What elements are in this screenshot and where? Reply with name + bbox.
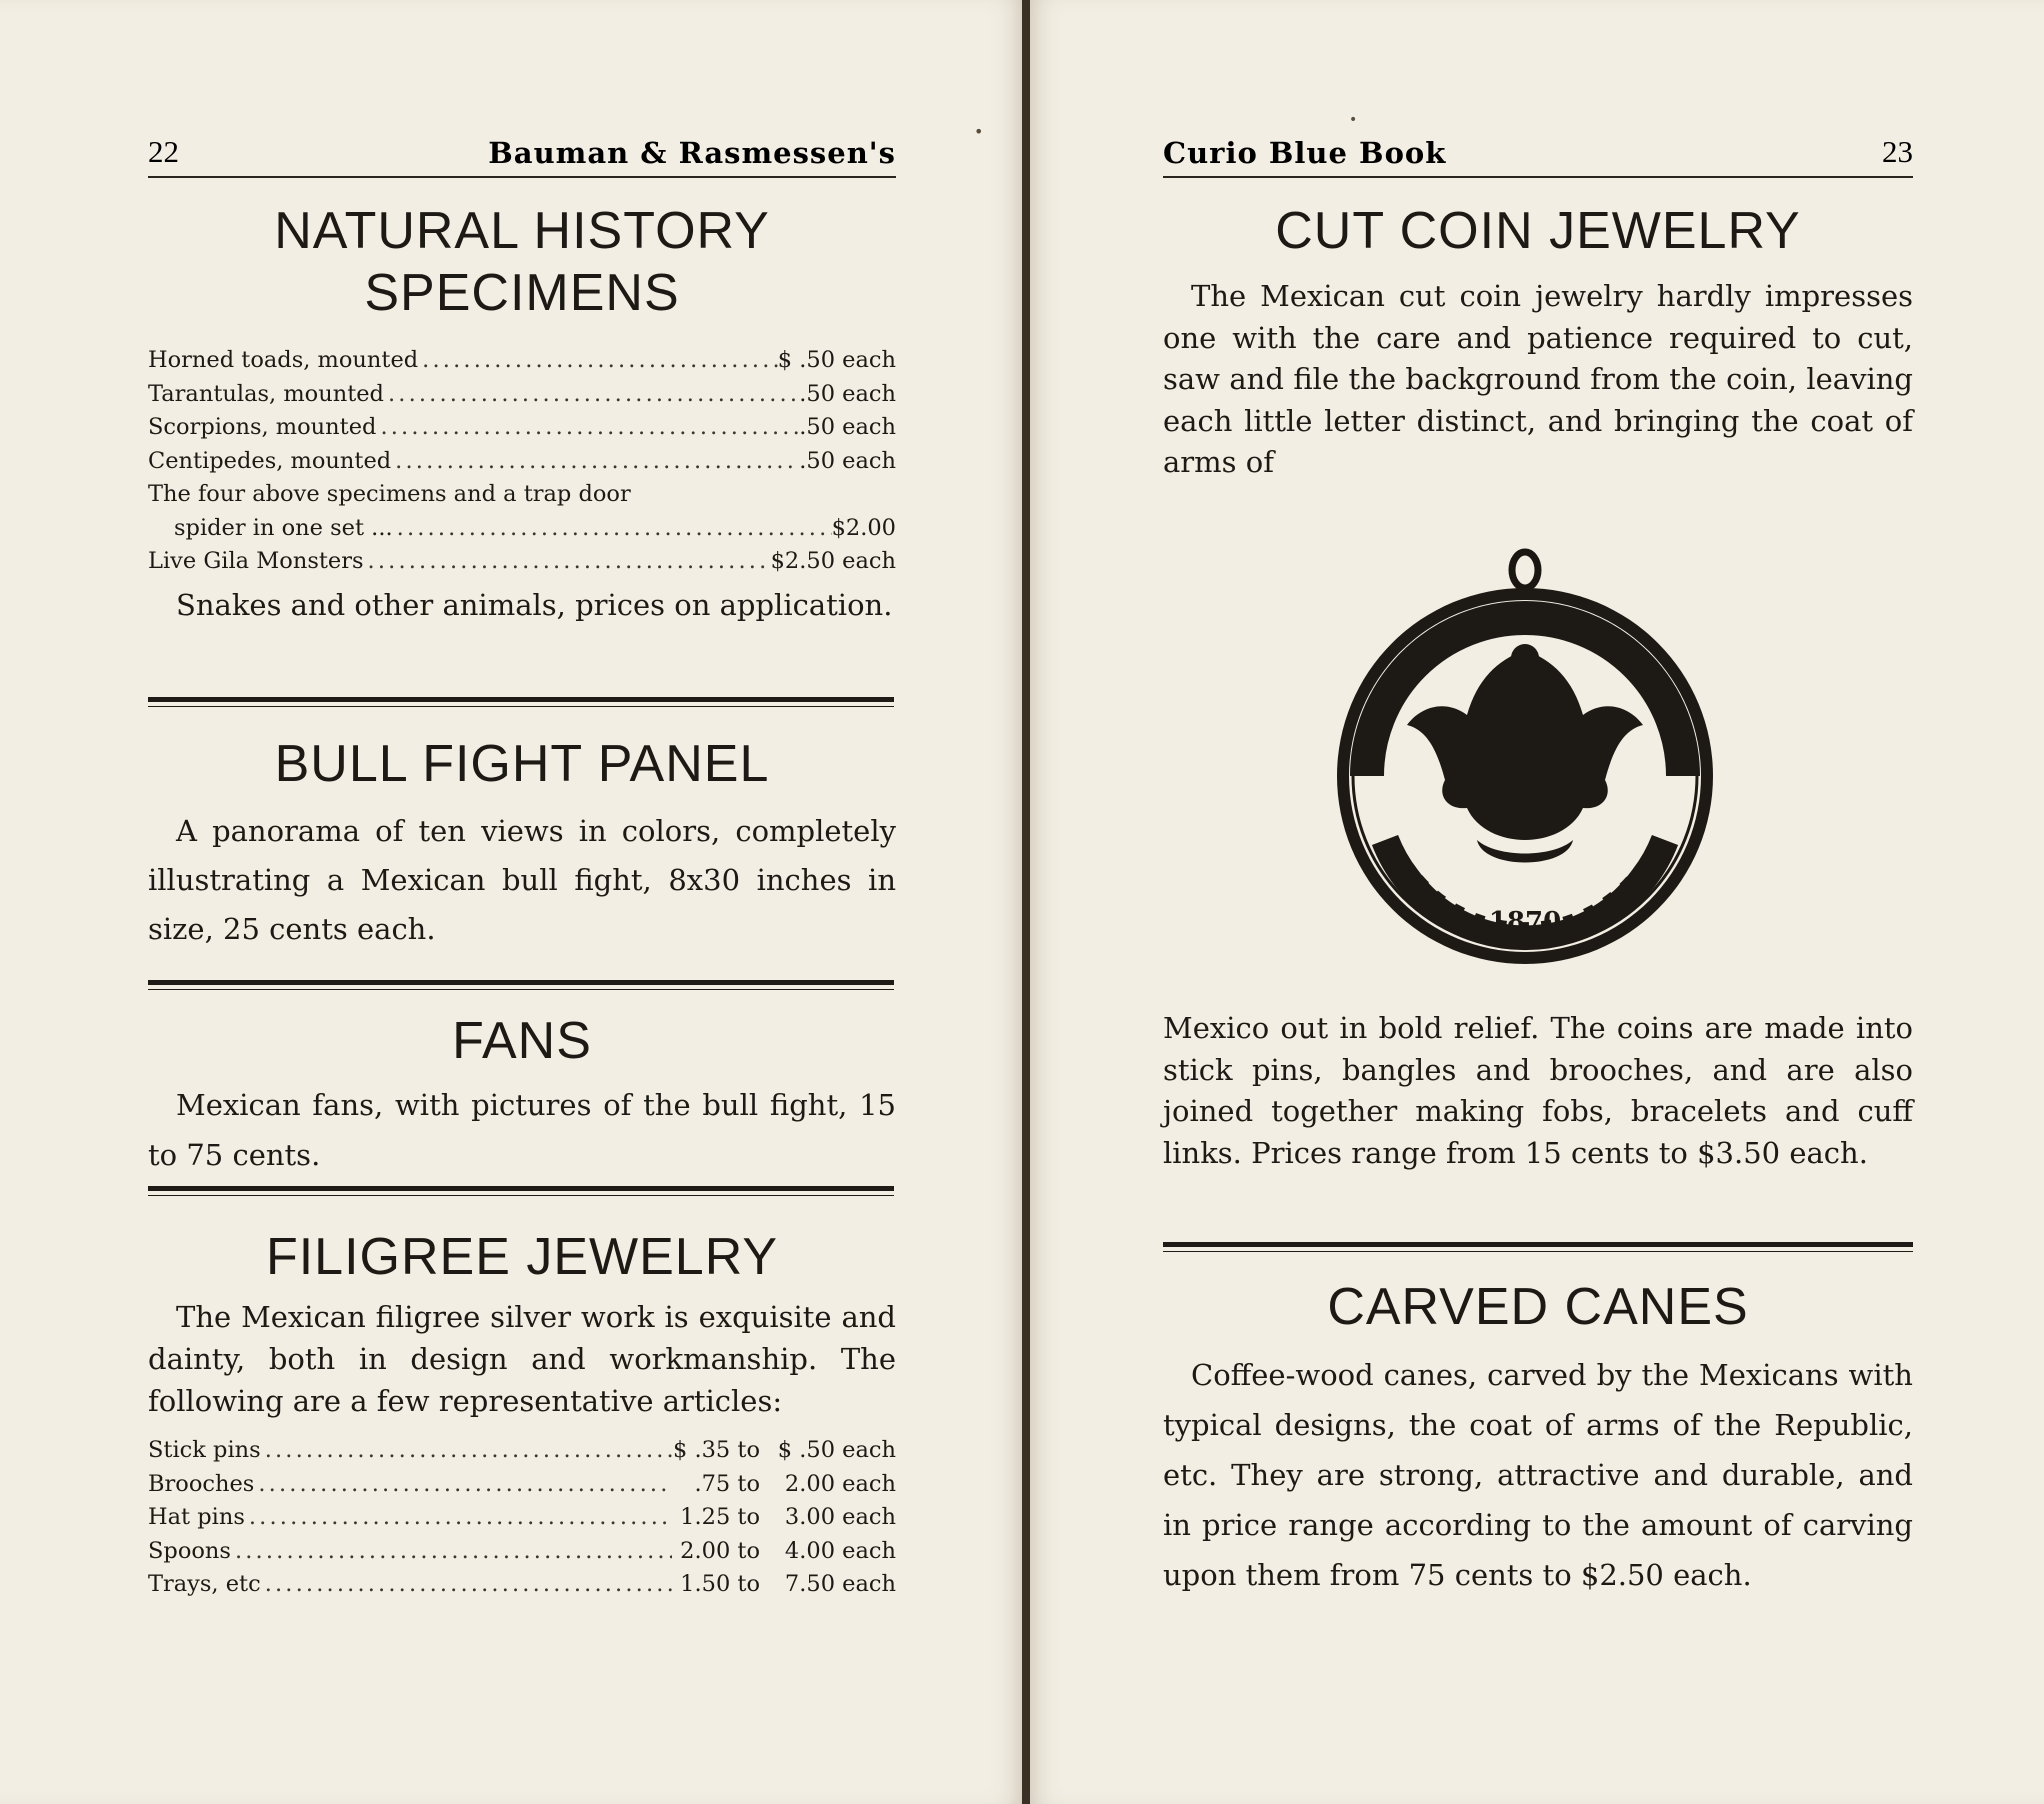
paper-speck: • (974, 122, 984, 141)
page-number: 22 (148, 134, 179, 169)
price-row: Trays, etc . . . 1.50 to 7.50 each (148, 1568, 896, 1602)
bull-fight-section (148, 733, 896, 954)
cut-coin-continued (1163, 1008, 1913, 1174)
price-row: Tarantulas, mounted . . . .50 each (148, 378, 896, 412)
price-row: Centipedes, mounted . . . .50 each (148, 445, 896, 479)
price-row: Hat pins . . . 1.25 to 3.00 each (148, 1501, 896, 1535)
coin-year: 1870 (1488, 907, 1562, 937)
cut-coin-pendant-icon (1327, 540, 1723, 972)
section-title: CUT COIN JEWELRY (1275, 202, 1801, 260)
section-note: Snakes and other animals, prices on application. (176, 587, 893, 622)
set-line: The four above specimens and a trap door (148, 481, 631, 507)
filigree-section (148, 1226, 896, 1602)
section-divider (148, 697, 894, 707)
paper-speck: • (1349, 112, 1358, 128)
price-row: Spoons . . . 2.00 to 4.00 each (148, 1535, 896, 1569)
price-row: Scorpions, mounted . . . .50 each (148, 411, 896, 445)
running-header-left (148, 130, 896, 178)
running-title: Bauman & Rasmessen's (488, 136, 896, 170)
price-row: Stick pins . . . $ .35 to $ .50 each (148, 1434, 896, 1468)
running-header-right (1163, 130, 1913, 178)
section-text: Coffee-wood canes, carved by the Mexicans with typical designs, the coat of arms of the Republic, etc. They are strong, attractive and durable, and in price range according to the amount of carving upon them from 75 cents to $2.50 each. (1163, 1358, 1913, 1592)
section-divider (1163, 1242, 1913, 1252)
section-text: The Mexican filigree silver work is exquisite and dainty, both in design and workmanship. The following are a few representative articles: (148, 1300, 896, 1418)
running-title: Curio Blue Book (1163, 136, 1447, 170)
section-divider (148, 980, 894, 990)
price-list (148, 1434, 896, 1602)
section-text: The Mexican cut coin jewelry hardly impresses one with the care and patience required to cut, saw and file the background from the coin, leaving each little letter distinct, and bringing the coat of arms of (1163, 279, 1913, 479)
section-text: Mexico out in bold relief. The coins are made into stick pins, bangles and brooches, and are also joined together making fobs, bracelets and cuff links. Prices range from 15 cents to $3.50 each. (1163, 1011, 1913, 1170)
section-title: CARVED CANES (1327, 1278, 1749, 1336)
price-list (148, 344, 896, 579)
section-title: BULL FIGHT PANEL (274, 735, 770, 793)
price-row: Live Gila Monsters . . . $2.50 each (148, 545, 896, 579)
coin-illustration (1327, 540, 1723, 972)
book-gutter (1022, 0, 1030, 1804)
cut-coin-section (1163, 200, 1913, 484)
price-row: Brooches . . . .75 to 2.00 each (148, 1468, 896, 1502)
price-row: Horned toads, mounted . . . $ .50 each (148, 344, 896, 378)
page-number: 23 (1882, 134, 1913, 169)
section-title: FANS (452, 1012, 592, 1070)
section-text: A panorama of ten views in colors, completely illustrating a Mexican bull fight, 8x30 inches in size, 25 cents each. (148, 814, 896, 946)
section-title: FILIGREE JEWELRY (265, 1228, 779, 1286)
fans-section (148, 1010, 896, 1180)
section-text: Mexican fans, with pictures of the bull fight, 15 to 75 cents. (148, 1088, 896, 1172)
natural-history-section (148, 200, 896, 626)
price-row: spider in one set ... . . . $2.00 (148, 512, 896, 546)
section-title: NATURAL HISTORY SPECIMENS (274, 202, 770, 322)
section-divider (148, 1186, 894, 1196)
carved-canes-section (1163, 1276, 1913, 1600)
